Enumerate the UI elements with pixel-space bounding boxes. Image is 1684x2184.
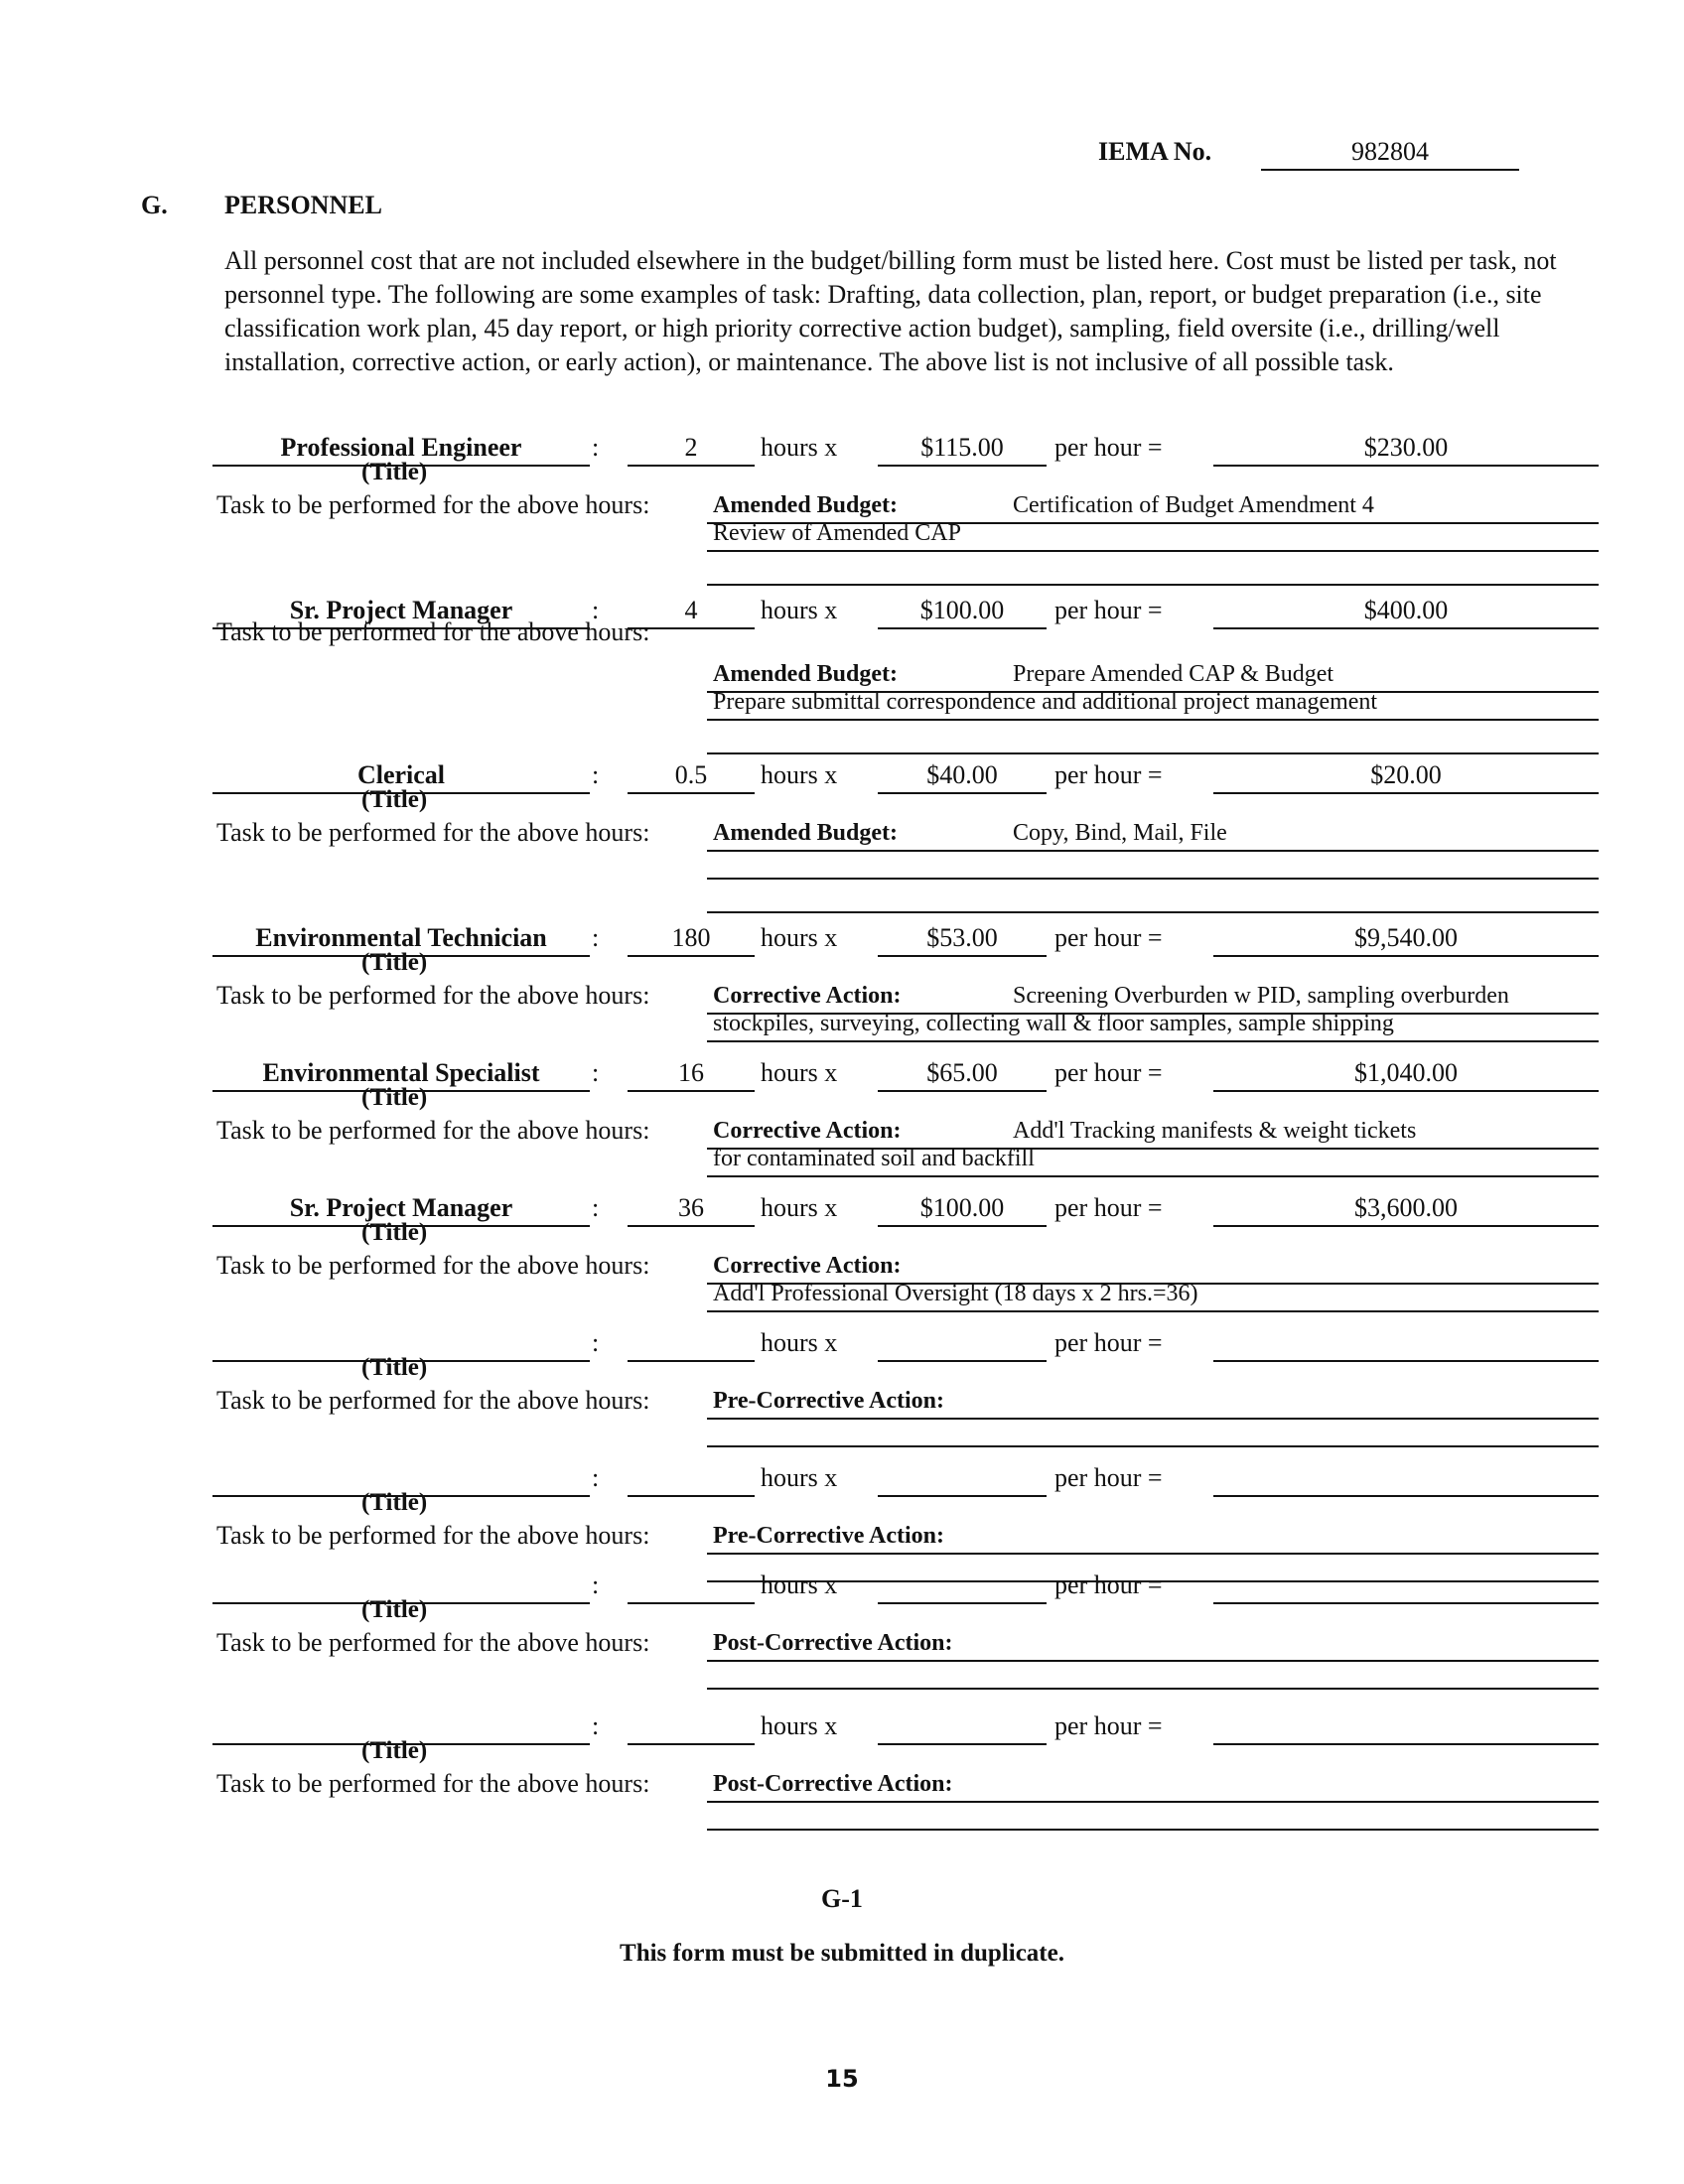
task-prompt-label: Task to be performed for the above hours: xyxy=(216,981,650,1010)
task-prompt-label: Task to be performed for the above hours: xyxy=(216,1521,650,1550)
hours-label: hours x xyxy=(761,1570,838,1599)
task-category: Post-Corrective Action: xyxy=(713,1630,953,1656)
hours-label: hours x xyxy=(761,596,838,624)
task-prompt-label: Task to be performed for the above hours: xyxy=(216,1628,650,1657)
colon-separator: : xyxy=(592,1058,600,1087)
per-hour-label: per hour = xyxy=(1054,1328,1163,1357)
task-category: Corrective Action: xyxy=(713,1253,902,1279)
colon-separator: : xyxy=(592,1711,600,1740)
title-caption: (Title) xyxy=(361,1596,428,1623)
rate-field[interactable]: $65.00 xyxy=(926,1058,998,1087)
hours-underline xyxy=(628,1602,755,1604)
task-line-1[interactable]: Copy, Bind, Mail, File xyxy=(1013,820,1227,846)
hours-underline xyxy=(628,1225,755,1227)
iema-label: IEMA No. xyxy=(1098,137,1212,166)
total-underline xyxy=(1213,1743,1599,1745)
task-line-1-underline xyxy=(707,1801,1599,1803)
iema-number-underline xyxy=(1261,169,1519,171)
per-hour-label: per hour = xyxy=(1054,1463,1163,1492)
personnel-title-field[interactable]: Environmental Specialist xyxy=(262,1058,540,1087)
task-line-1[interactable]: Certification of Budget Amendment 4 xyxy=(1013,492,1374,518)
total-underline xyxy=(1213,465,1599,467)
task-prompt-label: Task to be performed for the above hours: xyxy=(216,1386,650,1415)
rate-underline xyxy=(878,1495,1047,1497)
hours-underline xyxy=(628,1495,755,1497)
per-hour-label: per hour = xyxy=(1054,433,1163,462)
task-category: Pre-Corrective Action: xyxy=(713,1388,945,1414)
hours-underline xyxy=(628,1743,755,1745)
total-underline xyxy=(1213,1602,1599,1604)
hours-label: hours x xyxy=(761,760,838,789)
total-underline xyxy=(1213,792,1599,794)
task-line-2[interactable]: for contaminated soil and backfill xyxy=(713,1146,1035,1171)
title-caption: (Title) xyxy=(361,1489,428,1516)
task-prompt-label: Task to be performed for the above hours: xyxy=(216,818,650,847)
total-field[interactable]: $3,600.00 xyxy=(1354,1193,1458,1222)
rate-underline xyxy=(878,465,1047,467)
colon-separator: : xyxy=(592,923,600,952)
task-line-1[interactable]: Add'l Tracking manifests & weight tickets xyxy=(1013,1118,1417,1144)
task-line-1-underline xyxy=(707,1418,1599,1420)
hours-field[interactable]: 0.5 xyxy=(674,760,708,789)
title-caption: (Title) xyxy=(361,459,428,485)
task-category: Post-Corrective Action: xyxy=(713,1771,953,1797)
task-category: Amended Budget: xyxy=(713,661,899,687)
colon-separator: : xyxy=(592,1328,600,1357)
colon-separator: : xyxy=(592,433,600,462)
form-id: G-1 xyxy=(821,1884,863,1913)
task-category: Amended Budget: xyxy=(713,492,899,518)
task-line-2[interactable]: Review of Amended CAP xyxy=(713,520,961,546)
colon-separator: : xyxy=(592,1570,600,1599)
colon-separator: : xyxy=(592,1193,600,1222)
task-category: Corrective Action: xyxy=(713,1118,902,1144)
task-line-2-underline xyxy=(707,1175,1599,1177)
task-line-2-underline xyxy=(707,1829,1599,1831)
task-category: Pre-Corrective Action: xyxy=(713,1523,945,1549)
colon-separator: : xyxy=(592,760,600,789)
total-underline xyxy=(1213,1090,1599,1092)
title-caption: (Title) xyxy=(361,1084,428,1111)
per-hour-label: per hour = xyxy=(1054,596,1163,624)
task-line-1-underline xyxy=(707,1660,1599,1662)
task-category: Amended Budget: xyxy=(713,820,899,846)
task-line-2-underline xyxy=(707,719,1599,721)
task-prompt-label: Task to be performed for the above hours: xyxy=(216,1251,650,1280)
rate-underline xyxy=(878,955,1047,957)
title-caption: (Title) xyxy=(361,1219,428,1246)
title-caption: (Title) xyxy=(361,1354,428,1381)
hours-field[interactable]: 16 xyxy=(678,1058,704,1087)
task-prompt-label: Task to be performed for the above hours: xyxy=(216,617,650,646)
hours-label: hours x xyxy=(761,1328,838,1357)
hours-field[interactable]: 36 xyxy=(678,1193,704,1222)
total-field[interactable]: $400.00 xyxy=(1363,596,1449,624)
personnel-title-field[interactable]: Sr. Project Manager xyxy=(289,596,513,624)
personnel-title-field[interactable]: Clerical xyxy=(356,760,446,789)
task-line-3-underline xyxy=(707,584,1599,586)
total-underline xyxy=(1213,1495,1599,1497)
task-line-2[interactable]: Add'l Professional Oversight (18 days x 2 hrs.=36) xyxy=(713,1281,1198,1306)
task-line-1-underline xyxy=(707,850,1599,852)
hours-label: hours x xyxy=(761,1711,838,1740)
rate-underline xyxy=(878,1090,1047,1092)
per-hour-label: per hour = xyxy=(1054,760,1163,789)
task-prompt-label: Task to be performed for the above hours: xyxy=(216,1769,650,1798)
title-caption: (Title) xyxy=(361,1737,428,1764)
hours-underline xyxy=(628,1090,755,1092)
total-field[interactable]: $1,040.00 xyxy=(1354,1058,1458,1087)
section-instructions: All personnel cost that are not included elsewhere in the budget/billing form must be listed here. Cost must be listed per task, not personnel type. The following are some examples of task: Drafting, data collection, plan, report, or budget preparation (i.e., site classification work plan, 45 day report, or high priority corrective action budget), sampling, field oversite (i.e., drilling/well installation, corrective action, or early action), or maintenance. The above list is not inclusive of all possible task. xyxy=(224,246,1557,376)
hours-label: hours x xyxy=(761,1463,838,1492)
task-prompt-label: Task to be performed for the above hours: xyxy=(216,1116,650,1145)
task-line-3-underline xyxy=(707,911,1599,913)
rate-underline xyxy=(878,1360,1047,1362)
task-line-1-underline xyxy=(707,1553,1599,1555)
hours-underline xyxy=(628,955,755,957)
hours-label: hours x xyxy=(761,433,838,462)
total-underline xyxy=(1213,1225,1599,1227)
task-line-2-underline xyxy=(707,1310,1599,1312)
colon-separator: : xyxy=(592,596,600,624)
task-line-2-underline xyxy=(707,550,1599,552)
hours-underline xyxy=(628,1360,755,1362)
total-field[interactable]: $9,540.00 xyxy=(1354,923,1458,952)
hours-field[interactable]: 180 xyxy=(671,923,711,952)
hours-underline xyxy=(628,792,755,794)
task-prompt-label: Task to be performed for the above hours: xyxy=(216,490,650,519)
hours-field[interactable]: 2 xyxy=(684,433,698,462)
per-hour-label: per hour = xyxy=(1054,1711,1163,1740)
task-line-2[interactable]: stockpiles, surveying, collecting wall & floor samples, sample shipping xyxy=(713,1011,1394,1036)
task-line-2-underline xyxy=(707,878,1599,880)
task-line-2-underline xyxy=(707,1040,1599,1042)
task-line-1[interactable]: Prepare Amended CAP & Budget xyxy=(1013,661,1334,687)
rate-field[interactable]: $100.00 xyxy=(919,596,1005,624)
total-field[interactable]: $20.00 xyxy=(1370,760,1442,789)
hours-label: hours x xyxy=(761,1193,838,1222)
rate-underline xyxy=(878,1225,1047,1227)
total-underline xyxy=(1213,627,1599,629)
per-hour-label: per hour = xyxy=(1054,1058,1163,1087)
colon-separator: : xyxy=(592,1463,600,1492)
total-field[interactable]: $230.00 xyxy=(1363,433,1449,462)
rate-underline xyxy=(878,627,1047,629)
hours-underline xyxy=(628,465,755,467)
rate-underline xyxy=(878,1602,1047,1604)
submission-note: This form must be submitted in duplicate. xyxy=(620,1940,1064,1967)
hours-field[interactable]: 4 xyxy=(684,596,698,624)
rate-field[interactable]: $40.00 xyxy=(926,760,998,789)
personnel-title-field[interactable]: Professional Engineer xyxy=(280,433,522,462)
personnel-title-field[interactable]: Sr. Project Manager xyxy=(289,1193,513,1222)
title-caption: (Title) xyxy=(361,949,428,976)
hours-label: hours x xyxy=(761,923,838,952)
page-number: 15 xyxy=(825,2065,859,2093)
title-caption: (Title) xyxy=(361,786,428,813)
per-hour-label: per hour = xyxy=(1054,1193,1163,1222)
personnel-title-field[interactable]: Environmental Technician xyxy=(255,923,547,952)
rate-field[interactable]: $100.00 xyxy=(919,1193,1005,1222)
task-line-3-underline xyxy=(707,752,1599,754)
task-line-2-underline xyxy=(707,1445,1599,1447)
rate-field[interactable]: $115.00 xyxy=(920,433,1004,462)
iema-number-field[interactable]: 982804 xyxy=(1351,137,1429,166)
total-underline xyxy=(1213,1360,1599,1362)
total-underline xyxy=(1213,955,1599,957)
task-line-1[interactable]: Screening Overburden w PID, sampling overburden xyxy=(1013,983,1509,1009)
task-line-2[interactable]: Prepare submittal correspondence and additional project management xyxy=(713,689,1378,715)
task-category: Corrective Action: xyxy=(713,983,902,1009)
section-letter: G. xyxy=(141,191,168,219)
hours-label: hours x xyxy=(761,1058,838,1087)
task-line-2-underline xyxy=(707,1688,1599,1690)
rate-underline xyxy=(878,1743,1047,1745)
rate-field[interactable]: $53.00 xyxy=(926,923,998,952)
section-title: PERSONNEL xyxy=(224,191,382,219)
per-hour-label: per hour = xyxy=(1054,1570,1163,1599)
rate-underline xyxy=(878,792,1047,794)
per-hour-label: per hour = xyxy=(1054,923,1163,952)
